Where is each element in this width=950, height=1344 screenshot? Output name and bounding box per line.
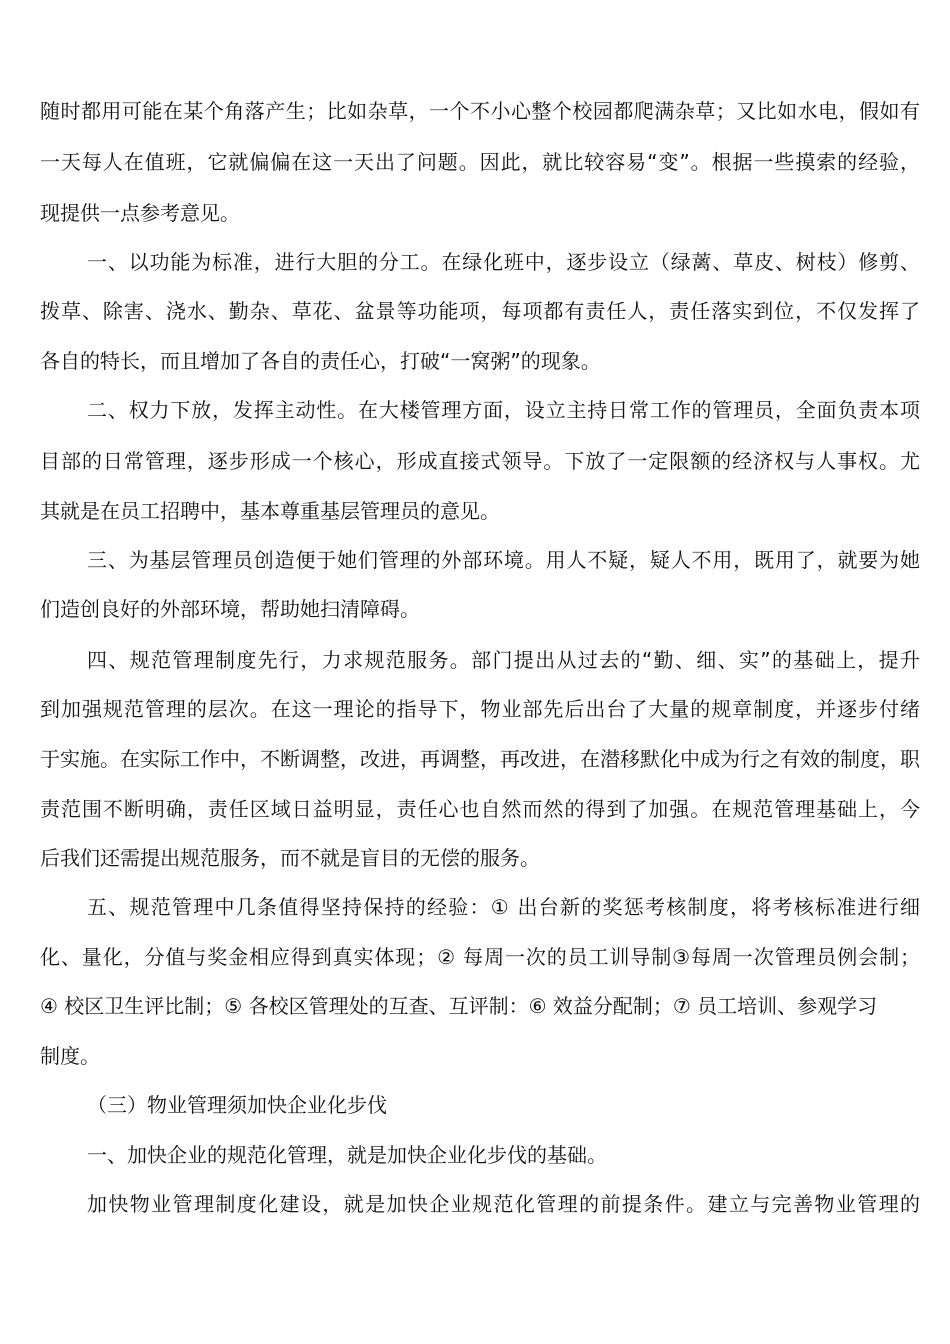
paragraph-line: ④ 校区卫生评比制；⑤ 各校区管理处的互查、互评制：⑥ 效益分配制；⑦ 员工培训、参观学习 xyxy=(40,994,878,1018)
paragraph-line: 们造创良好的外部环境，帮助她扫清障碍。 xyxy=(40,597,420,621)
paragraph-line: 目部的日常管理，逐步形成一个核心，形成直接式领导。下放了一定限额的经济权与人事权。尤 xyxy=(40,449,920,473)
paragraph-line: 五、规范管理中几条值得坚持保持的经验：① 出台新的奖惩考核制度，将考核标准进行细 xyxy=(87,895,920,919)
paragraph-line: 于实施。在实际工作中，不断调整，改进，再调整，再改进，在潜移默化中成为行之有效的制度，职 xyxy=(40,747,920,771)
paragraph-line: 责范围不断明确，责任区域日益明显，责任心也自然而然的得到了加强。在规范管理基础上，今 xyxy=(40,797,920,821)
paragraph-line: 现提供一点参考意见。 xyxy=(40,201,240,225)
section-heading: （三）物业管理须加快企业化步伐 xyxy=(87,1093,387,1117)
paragraph-line: 各自的特长，而且增加了各自的责任心，打破“一窝粥”的现象。 xyxy=(40,349,601,373)
paragraph-line: 一天每人在值班，它就偏偏在这一天出了问题。因此，就比较容易“变”。根据一些摸索的经验， xyxy=(40,150,920,174)
paragraph-line: 三、为基层管理员创造便于她们管理的外部环境。用人不疑，疑人不用，既用了，就要为她 xyxy=(87,548,920,572)
paragraph-line: 后我们还需提出规范服务，而不就是盲目的无偿的服务。 xyxy=(40,846,540,870)
paragraph-line: 四、规范管理制度先行，力求规范服务。部门提出从过去的“勤、细、实”的基础上，提升 xyxy=(87,648,920,672)
paragraph-line: 随时都用可能在某个角落产生；比如杂草，一个不小心整个校园都爬满杂草；又比如水电，假如有 xyxy=(40,99,920,123)
paragraph-line: 制度。 xyxy=(40,1044,100,1068)
paragraph-line: 到加强规范管理的层次。在这一理论的指导下，物业部先后出台了大量的规章制度，并逐步付绪 xyxy=(40,697,920,721)
paragraph-line: 一、加快企业的规范化管理，就是加快企业化步伐的基础。 xyxy=(87,1143,607,1167)
paragraph-line: 二、权力下放，发挥主动性。在大楼管理方面，设立主持日常工作的管理员，全面负责本项 xyxy=(87,398,920,422)
paragraph-line: 其就是在员工招聘中，基本尊重基层管理员的意见。 xyxy=(40,499,500,523)
paragraph-line: 一、以功能为标准，进行大胆的分工。在绿化班中，逐步设立（绿蓠、草皮、树枝）修剪、 xyxy=(87,250,920,274)
paragraph-line: 化、量化，分值与奖金相应得到真实体现；② 每周一次的员工训导制③每周一次管理员例会制； xyxy=(40,945,920,969)
paragraph-line: 加快物业管理制度化建设，就是加快企业规范化管理的前提条件。建立与完善物业管理的 xyxy=(87,1192,920,1216)
paragraph-line: 拨草、除害、浇水、勤杂、草花、盆景等功能项，每项都有责任人，责任落实到位，不仅发挥了 xyxy=(40,299,920,323)
